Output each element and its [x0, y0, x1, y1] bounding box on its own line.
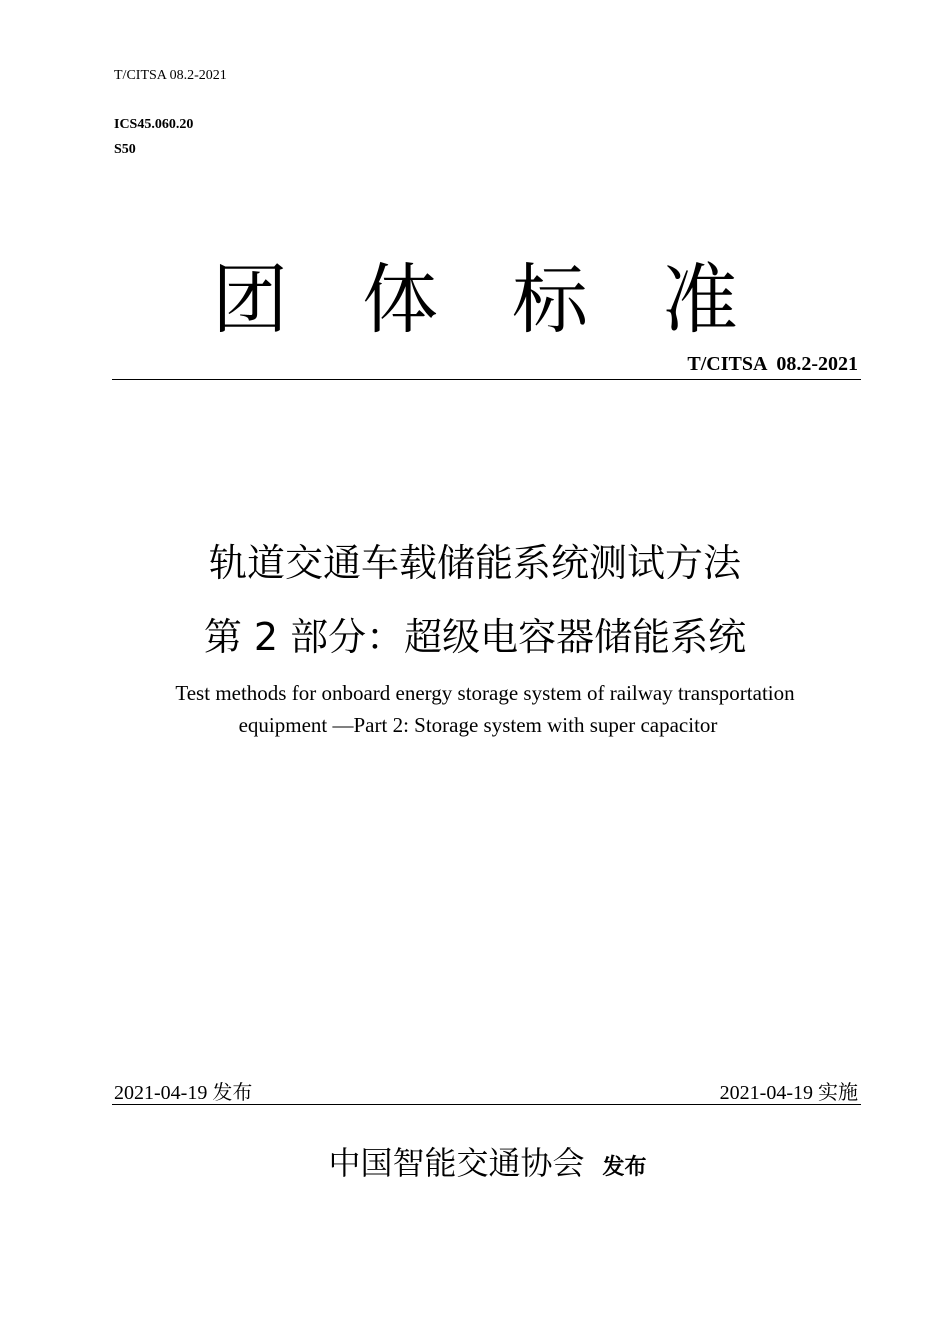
chinese-title-line-2: 第 2 部分：超级电容器储能系统 — [203, 615, 747, 659]
title-char-4: 准 — [662, 255, 738, 344]
english-title-line-2: equipment —Part 2: Storage system with super capacitor — [238, 713, 718, 737]
header-standard-code: T/CITSA 08.2-2021 — [114, 68, 227, 83]
standard-number: T/CITSA 08.2-2021 — [687, 353, 858, 375]
document-type-title — [0, 252, 950, 348]
top-divider — [112, 379, 861, 380]
title-char-2: 体 — [362, 255, 438, 344]
english-title-line-1: Test methods for onboard energy storage system of railway transportation — [175, 681, 795, 705]
classification-code: S50 — [114, 142, 136, 157]
ics-code: ICS45.060.20 — [114, 117, 194, 132]
chinese-title-line-1: 轨道交通车载储能系统测试方法 — [208, 541, 741, 585]
bottom-divider — [112, 1104, 861, 1105]
implementation-date: 2021-04-19 实施 — [719, 1082, 858, 1104]
publisher-suffix: 发布 — [602, 1155, 647, 1180]
publisher-line — [0, 1138, 950, 1184]
title-char-3: 标 — [512, 255, 588, 344]
title-char-1: 团 — [212, 255, 288, 344]
publisher-name: 中国智能交通协会 — [328, 1144, 585, 1182]
issue-date: 2021-04-19 发布 — [114, 1082, 253, 1104]
